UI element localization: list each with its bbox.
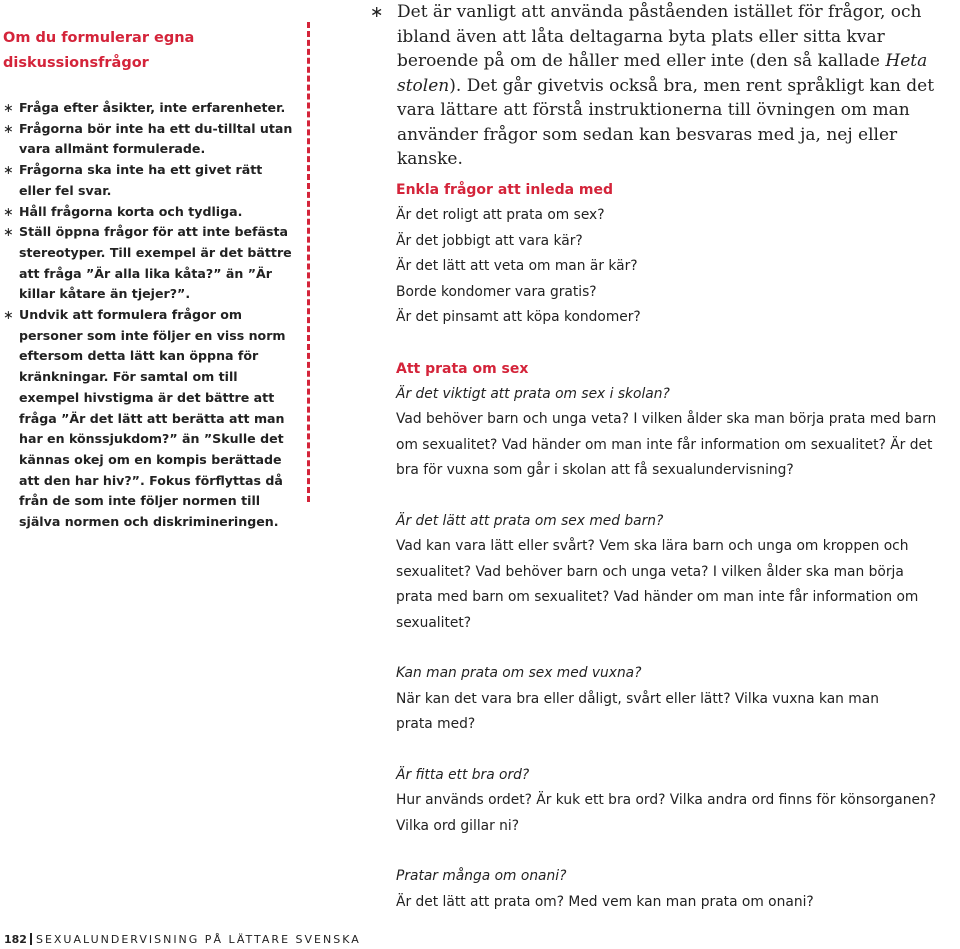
block-line: Är det lätt att prata om? Med vem kan man prata om onani? bbox=[396, 893, 814, 910]
question-block bbox=[396, 763, 960, 840]
block-line: sexualitet? bbox=[396, 614, 472, 631]
list-item-text: Frågorna ska inte ha ett givet rätt eller fel svar. bbox=[19, 162, 263, 198]
asterisk-icon: ∗ bbox=[3, 307, 14, 323]
block-line: Vad kan vara lätt eller svårt? Vem ska lära barn och unga om kroppen och bbox=[396, 538, 909, 554]
dashed-divider bbox=[307, 22, 310, 502]
block-line: om sexualitet? Vad händer om man inte får information om sexualitet? Är det bbox=[396, 436, 933, 453]
asterisk-icon: ∗ bbox=[3, 100, 14, 115]
sidebar-title: Om du formulerar egna diskussionsfrågor bbox=[3, 30, 195, 71]
list-item bbox=[3, 222, 295, 305]
main-content bbox=[396, 178, 960, 915]
page-number: 182 bbox=[4, 933, 27, 946]
list-item-text: Frågorna bör inte ha ett du-tilltal utan vara allmänt formulerade. bbox=[19, 120, 293, 157]
block-line: Hur används ordet? Är kuk ett bra ord? Vilka andra ord finns för könsorganen? bbox=[396, 792, 937, 808]
page-footer bbox=[4, 933, 361, 946]
footer-title: SEXUALUNDERVISNING PÅ LÄTTARE SVENSKA bbox=[35, 933, 361, 946]
block-line: prata med? bbox=[396, 716, 476, 732]
section-heading: Enkla frågor att inleda med bbox=[396, 182, 614, 198]
question-block bbox=[396, 864, 960, 915]
sidebar-box bbox=[3, 26, 295, 533]
block-line: prata med barn om sexualitet? Vad händer om man inte får information om bbox=[396, 589, 919, 605]
asterisk-icon: ∗ bbox=[3, 224, 14, 240]
block-line: Vilka ord gillar ni? bbox=[396, 817, 520, 834]
list-item bbox=[3, 305, 295, 533]
block-question: Är det viktigt att prata om sex i skolan? bbox=[396, 385, 670, 402]
question-block bbox=[396, 661, 960, 738]
block-line: sexualitet? Vad behöver barn och unga veta? I vilken ålder ska man börja bbox=[396, 563, 904, 580]
block-question: Är det lätt att prata om sex med barn? bbox=[396, 512, 664, 529]
block-line: Vad behöver barn och unga veta? I vilken ålder ska man börja prata med barn bbox=[396, 411, 937, 427]
list-item bbox=[3, 98, 295, 119]
intro-text-part: ). Det går givetvis också bra, men rent språkligt kan det vara lättare att förstå instruktionerna till övningen om man använder frågor som sedan kan besvaras med ja, nej eller kanske. bbox=[397, 75, 935, 169]
question-line: Är det pinsamt att köpa kondomer? bbox=[396, 309, 641, 325]
asterisk-icon: ∗ bbox=[370, 2, 384, 21]
asterisk-icon: ∗ bbox=[3, 120, 14, 136]
asterisk-icon: ∗ bbox=[3, 162, 14, 178]
question-line: Borde kondomer vara gratis? bbox=[396, 283, 597, 300]
intro-emphasis: Heta stolen bbox=[397, 51, 928, 96]
block-line: bra för vuxna som går i skolan att få sexualundervisning? bbox=[396, 462, 794, 478]
question-block bbox=[396, 509, 960, 637]
list-item-text: Håll frågorna korta och tydliga. bbox=[19, 203, 243, 219]
block-question: Pratar många om onani? bbox=[396, 868, 567, 884]
question-block bbox=[396, 382, 960, 484]
block-question: Kan man prata om sex med vuxna? bbox=[396, 665, 642, 681]
list-item bbox=[3, 202, 295, 223]
list-item-text: Ställ öppna frågor för att inte befästa stereotyper. Till exempel är det bättre att fråga ”Är alla lika kåta?” än ”Är killar kåtare än tjejer?”. bbox=[19, 224, 292, 302]
list-item bbox=[3, 119, 295, 160]
list-item-text: Fråga efter åsikter, inte erfarenheter. bbox=[19, 100, 286, 115]
intro-text bbox=[370, 0, 960, 172]
question-line: Är det lätt att veta om man är kär? bbox=[396, 258, 638, 274]
question-line: Är det roligt att prata om sex? bbox=[396, 207, 605, 223]
section-heading: Att prata om sex bbox=[396, 360, 529, 377]
block-line: När kan det vara bra eller dåligt, svårt eller lätt? Vilka vuxna kan man bbox=[396, 690, 879, 707]
sidebar-list bbox=[3, 98, 295, 533]
intro-text-part: Det är vanligt att använda påståenden istället för frågor, och ibland även att låta deltagarna byta plats eller sitta kvar beroende på om de håller med eller inte (den så kallade bbox=[397, 2, 922, 71]
block-question: Är fitta ett bra ord? bbox=[396, 766, 530, 783]
list-item bbox=[3, 160, 295, 201]
intro-paragraph bbox=[370, 0, 960, 172]
question-line: Är det jobbigt att vara kär? bbox=[396, 232, 583, 249]
asterisk-icon: ∗ bbox=[3, 203, 14, 219]
footer-separator bbox=[30, 933, 32, 945]
list-item-text: Undvik att formulera frågor om personer som inte följer en viss norm eftersom detta lätt kan öppna för kränkningar. För samtal om till exempel hivstigma är det bättre att fråga ”Är det lätt att berätta att man har en könssjukdom?” än ”Skulle det kännas okej om en kompis berättade att den har hiv?”. Fokus förflyttas då från de som inte följer normen till själva normen och diskrimineringen. bbox=[19, 307, 286, 530]
